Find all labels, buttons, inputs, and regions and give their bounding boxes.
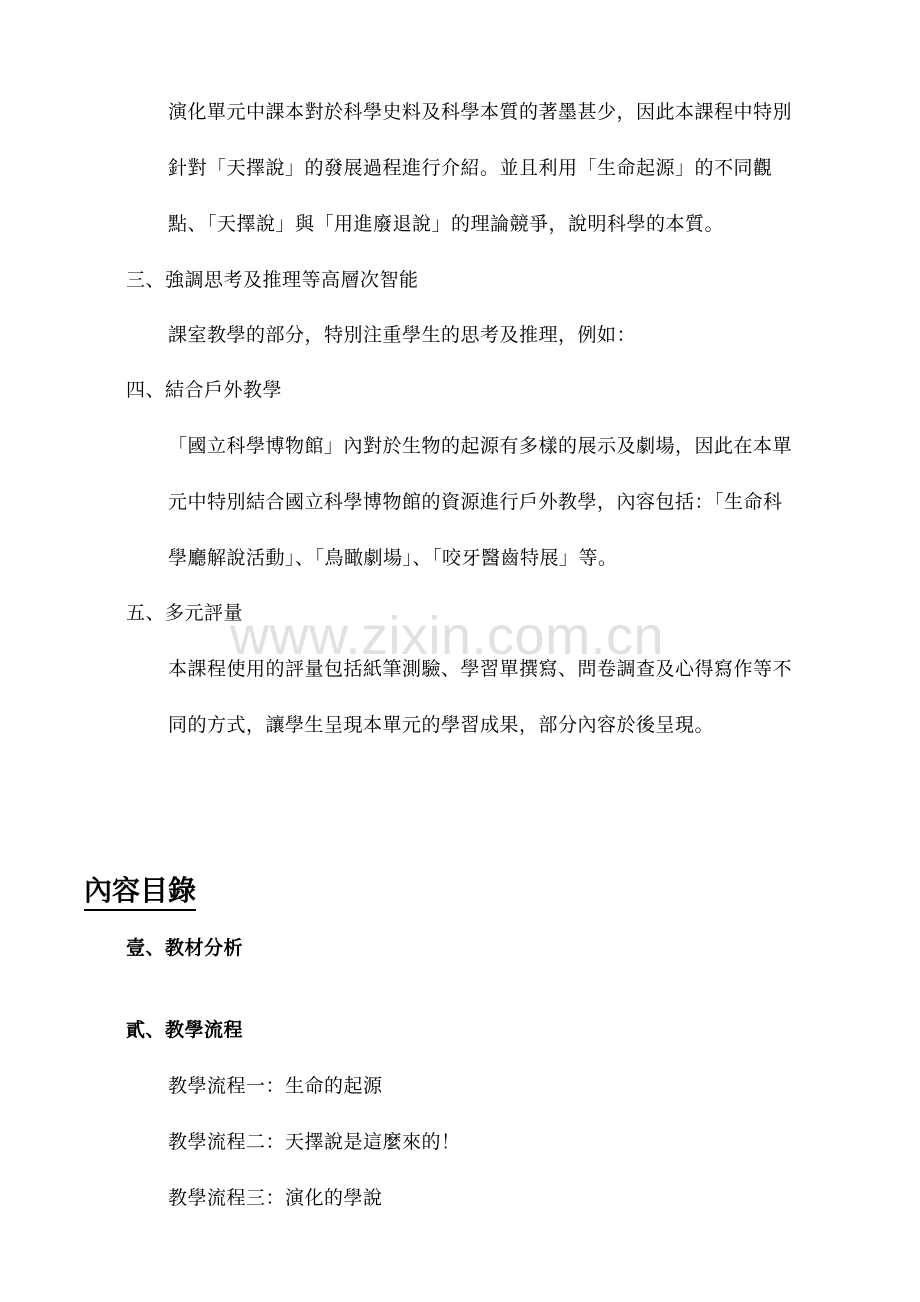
toc-title: 內容目錄 <box>84 873 196 911</box>
paragraph-line: 「國立科學博物館」內對於生物的起源有多樣的展示及劇場，因此在本單 <box>168 435 793 457</box>
toc-subitem[interactable]: 教學流程二：天擇說是這麼來的！ <box>168 1131 461 1153</box>
paragraph-line: 同的方式，讓學生呈現本單元的學習成果，部分內容於後呈現。 <box>168 714 715 736</box>
toc-subitem[interactable]: 教學流程一：生命的起源 <box>168 1075 383 1097</box>
paragraph-line: 本課程使用的評量包括紙筆測驗、學習單撰寫、問卷調查及心得寫作等不 <box>168 658 793 680</box>
paragraph-line: 課室教學的部分，特別注重學生的思考及推理，例如： <box>168 324 637 346</box>
paragraph-line: 演化單元中課本對於科學史料及科學本質的著墨甚少，因此本課程中特別 <box>168 101 793 123</box>
section-heading-4: 四、結合戶外教學 <box>126 379 283 401</box>
paragraph-line: 元中特別結合國立科學博物館的資源進行戶外教學，內容包括：「生命科 <box>168 491 783 513</box>
paragraph-line: 點、「天擇說」與「用進廢退說」的理論競爭，說明科學的本質。 <box>168 213 725 235</box>
paragraph-line: 學廳解說活動」、「鳥瞰劇場」、「咬牙醫齒特展」等。 <box>168 547 618 569</box>
section-heading-5: 五、多元評量 <box>126 602 244 624</box>
toc-item[interactable]: 壹、教材分析 <box>126 937 244 959</box>
paragraph-line: 針對「天擇說」的發展過程進行介紹。並且利用「生命起源」的不同觀 <box>168 157 773 179</box>
toc-subitem[interactable]: 教學流程三：演化的學說 <box>168 1187 383 1209</box>
section-heading-3: 三、強調思考及推理等高層次智能 <box>126 269 419 291</box>
watermark-text: www.zixin.com.cn <box>230 606 665 666</box>
toc-item[interactable]: 貳、教學流程 <box>126 1019 244 1041</box>
